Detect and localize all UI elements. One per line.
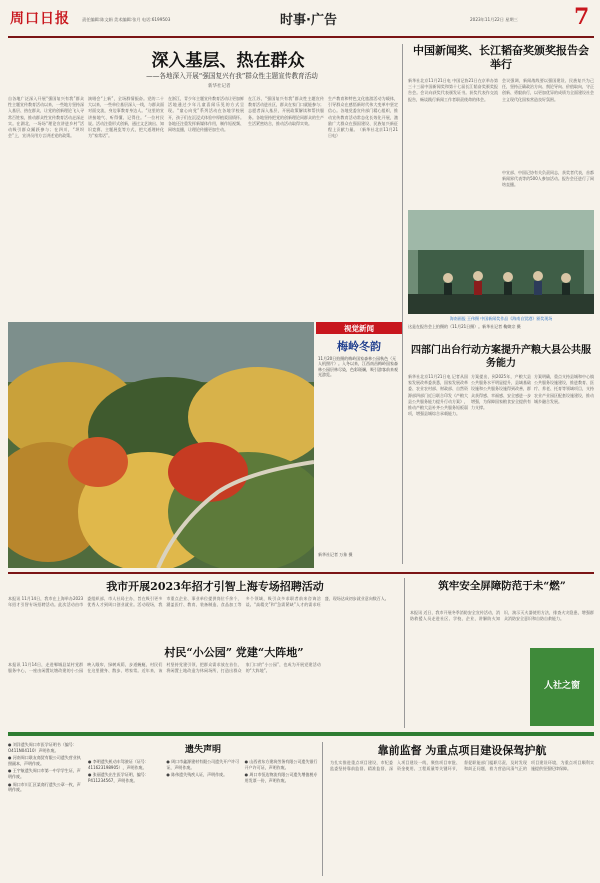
visual-news-label: 视觉新闻 [344,324,374,333]
notice-item: ● 刘洋遗失周口市医学证明书（编号：O411N04110）声明作废。 [8,742,77,753]
award-col-1: 新华社北京11月21日电 中国记协21日在京举办第三十三届中国新闻奖和第十七届长江韬奋奖颁奖报告会。会议向获奖代表颁发证书。获奖代表作交流报告，畅谈践行新闻工作者职责使命的体会。 [408,78,498,102]
lead-col-5: 生产教育和特色文化旅游活动为载体，引导群众在感悟新时代伟大变革中坚定信心。各地党委宣传部门精心组织，推动宣传教育活动常态化长效化开展，激励广大群众在强国建设、民族复兴新征程上贡献力量。（新华社北京11月21日电） [328,96,398,139]
award-photo-caption-2: 这是在报告会上拍摄的（11月21日摄）。新华社记者 鞠焕宗 摄 [408,324,521,329]
notice-item: ● 河南周口联友商贸有限公司遗失营业执照副本，声明作废。 [8,755,81,766]
forest-photo-graphic [8,322,314,568]
masthead-rule [8,36,594,38]
notice-item: ● 周口市川汇区某商行遗失公章一枚，声明作废。 [8,781,81,793]
lead-col-4: 在江苏，“强国复兴有我”群众性主题宣传教育活动进社区，群众在家门口就能参与；志愿者深入基层，开展政策解读和帮扶服务。各地坚持把党的创新理论同群众的生产生活紧密结合，推动活动取得实效。 [248,96,324,126]
notice-item: ● 李明遗失机动车驾驶证（证号：411623198905），声明作废。 [88,759,149,770]
column-divider-2 [404,578,405,728]
award-col-2: 会议强调，新闻战线要以强国建设、民族复兴为己任，坚持正确政治方向、舆论导向、价值取向，守正创新、勇毅前行，以更加优异的成绩为全面建设社会主义现代化国家营造良好氛围。 [502,78,594,102]
fourmen-col-3: 方案明确，重点支持县城和中心镇公共服务设施建设，推进教育、医疗、养老、托育等领域项目，支持农业产业园区配套设施建设，推动城乡融合发展。 [534,374,594,404]
mid-rule [8,572,594,574]
fourmen-col-1: 新华社北京11月21日电 记者从国家发展改革委获悉，国家发展改革委、农业农村部、财政部、自然资源部四部门近日联合印发《产粮大县公共服务能力提升行动方案》，推动产粮大县补齐公共服务短板弱项，增强县城综合承载能力。 [408,374,468,417]
fourmen-headline: 四部门出台行动方案提升产粮大县公共服务能力 [411,345,591,369]
lead-col-2: 演唱会“上新”，全场群情振奋。党的二十大以来，一些单位基层深入一线，与群众面对面交流，身边事教育身边人。“这里的宣讲接地气、听得懂、记得住。”一位村民说。活动注重形式创新，通过文艺演出、知识竞赛、主题展览等方式，把大道理转化为“家常话”。 [88,96,164,139]
rs-sidebar-text: 人社之窗 [543,681,580,691]
column-divider [402,44,403,564]
award-headline: 中国新闻奖、长江韬奋奖颁奖报告会举行 [413,44,589,71]
notice-item: ● 王宇航遗失周口市第一中学学生证，声明作废。 [8,768,81,779]
lead-col-1: 自各地广泛深入开展“强国复兴有我”群众性主题宣传教育活动以来，一些地方坚持深入基层、热在群众，让党的创新理论飞入寻常百姓家，推动群众性宣传教育活动走深走实。在湖北，一场场“理论宣讲进乡村”活动吸引群众踊跃参与；在四川，“坝坝会”上，宣讲员用方言讲述党的政策。 [8,96,84,139]
lead-headline: 深入基层、热在群众 [151,51,305,71]
notices-middle [88,742,318,876]
visual-title-text: 梅岭冬韵 [337,340,381,353]
page-number: 7 [574,4,590,30]
antifire-body: 本报讯 近日，我市开展冬季消防安全宣传活动，消防救援人员走进社区、学校、企业，讲解防火知识，演示灭火器使用方法，排查火灾隐患，增强群众消防安全意识和自防自救能力。 [410,610,594,622]
recruit-body: 本报讯 11月14日，我市在上海举办2023年招才引智专场招聘活动。此次活动由市委组织部、市人社局主办，旨在吸引更多优秀人才到周口创业就业。活动现场，我市重点企业、事业单位提供岗位千余个，涵盖医疗、教育、装备制造、食品加工等多个领域，吸引众多求职者前来咨询洽谈。“高精尖”和“急需紧缺”人才的需求旺盛，现场达成初步就业意向数百人。 [8,596,389,608]
notice-item: ● 张丽遗失出生医学证明，编号：P411234567，声明作废。 [88,772,149,783]
notices-columns [88,759,318,784]
village-body: 本报讯 11月14日，走进郸城县某村党群服务中心，一座由闲置坑塘改建的小公园映入眼帘，绿树成荫，步道蜿蜒，村民们在这里健身、散步、唠家常。近年来，该村坚持党建引领，把群众需求放在首位，将闲置土地改造为休闲场所，打造出群众家门口的“小公园”，也成为开展党建活动的“大阵地”。 [8,662,321,674]
award-col-3: 中宣部、中国记协有关负责同志，获奖者代表，首都新闻界代表等约500人参加活动。报告会还进行了网络直播。 [502,170,594,188]
recruit-headline: 我市开展2023年招才引智上海专场招聘活动 [106,580,324,593]
visual-news-banner [316,322,402,334]
visual-caption: 11月20日拍摄的梅岭国家森林公园秋色（无人机照片）。入冬以来，江西南昌梅岭国家森林公园层林尽染，色彩斑斓，吸引游客前来观光游览。 [318,356,398,378]
editor-line: 责任编辑:陈文娟 美术编辑:张月 电话:6199503 [82,17,171,22]
notice-item: ● 陈伟遗失残疾人证，声明作废。 [166,772,228,778]
lead-subhead: ——各地深入开展“强国复兴有我”群众性主题宣传教育活动 [146,72,318,80]
award-photo [408,210,594,314]
newspaper-logo: 周口日报 [10,11,70,27]
visual-photographer: 新华社记者 万象 摄 [318,552,353,557]
notice-item: ● 山西省东方建筑劳务有限公司遗失银行开户许可证，声明作废。 [244,759,318,770]
antifire-headline: 筑牢安全屏障防范于未“燃” [438,580,566,592]
bottom-lead-headline: 靠前监督 为重点项目建设保驾护航 [377,744,547,757]
award-photo-graphic [408,210,594,314]
village-headline: 村民“小公园” 党建“大阵地” [164,646,304,659]
section-label: 时事·广告 [280,13,337,28]
lead-col-3: 在浙江，青少年主题宣传教育活动让更加鲜活地通过少年儿童喜闻乐见的方式呈现。“童心向党”系列活动在各地学校展开，孩子们在沉浸式体验中厚植爱国情怀。各地还注重发挥新媒体作用，制作短视频、网络直播，让理论传播更加生动。 [168,96,244,133]
forest-photo [8,322,314,568]
notice-item: ● 周口市鑫源建材有限公司遗失开户许可证，声明作废。 [166,759,240,770]
award-photo-caption: 海南画报 王伟摄 中国新闻奖作品《海南自贸港》颁奖现场 [449,316,553,321]
column-divider-3 [322,742,323,876]
issue-date: 2023年11月22日 星期三 [470,17,518,22]
bottom-band [8,732,594,736]
notices-left [8,742,84,876]
notice-item: ● 周口市恒达物流有限公司遗失增值税专用发票一份，声明作废。 [244,772,318,783]
visual-title [316,338,402,354]
bottom-lead-body: 为扎实推进重点项目建设，市纪委监委坚持靠前监督、精准监督，深入项目建设一线，聚焦项目审批、资金使用、工程质量等关键环节，督促职能部门履职尽责，及时发现和纠正问题，着力营造风清气正的项目建设环境，为重点项目顺利实施提供坚强纪律保障。 [330,760,594,772]
lead-byline: 新华社记者 [208,84,231,89]
fourmen-col-2: 方案提出，到2025年，产粮大县公共服务水平明显提升，县域基础设施和公共服务设施得到改善，群众获得感、幸福感、安全感进一步增强，为保障国家粮食安全提供有力支撑。 [471,374,531,411]
masthead [8,6,594,36]
notices-heading: 遗失声明 [184,745,221,755]
rs-sidebar-badge [530,648,594,726]
